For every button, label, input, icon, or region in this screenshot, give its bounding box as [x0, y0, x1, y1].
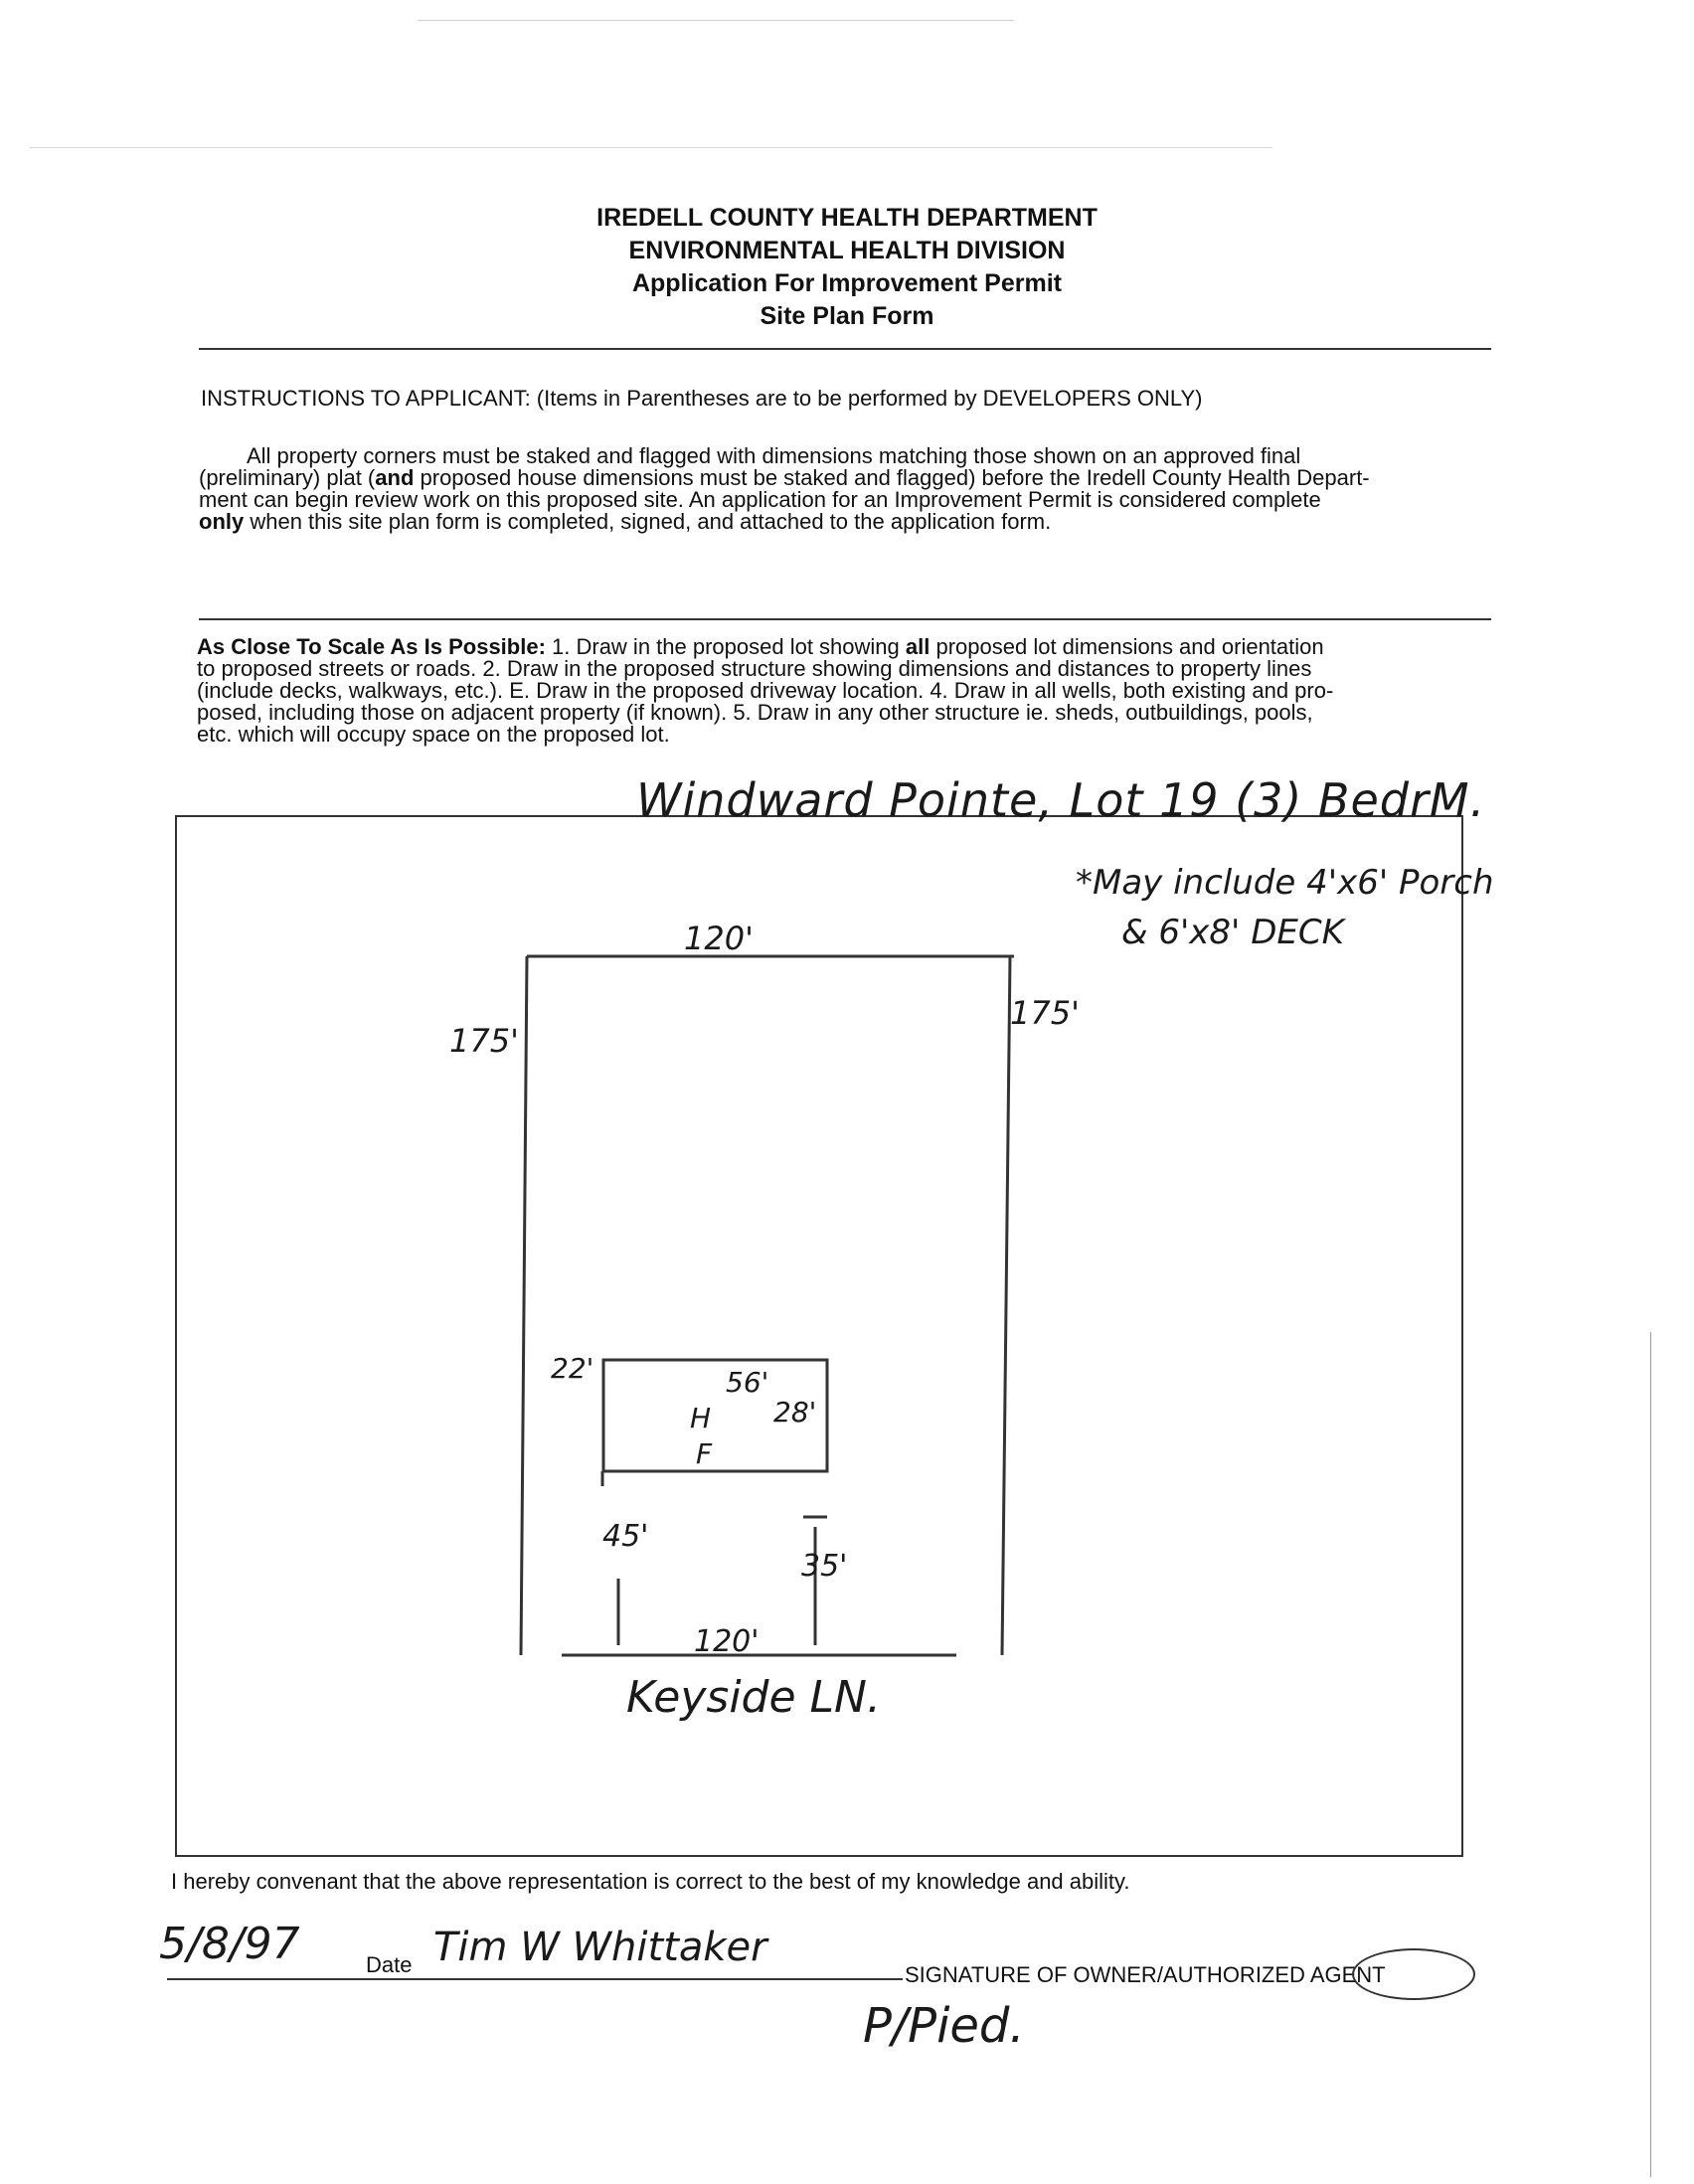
department-title: IREDELL COUNTY HEALTH DEPARTMENT — [596, 204, 1098, 232]
form-title: Application For Improvement Permit — [631, 269, 1062, 297]
lot-top-width: 120' — [684, 920, 754, 957]
handwritten-note: P/Pied. — [863, 1998, 1025, 2054]
instructions-line-2-post: proposed house dimensions must be staked and flagged) before the Iredell County Health Depart- — [414, 465, 1370, 490]
street-name: Keyside LN. — [626, 1672, 881, 1723]
scale-line-4: posed, including those on adjacent property (if known). 5. Draw in any other structure ie. sheds, outbuildings, pools, — [197, 700, 1313, 725]
lot-bottom-width: 120' — [694, 1624, 760, 1659]
signature-value: Tim W Whittaker — [433, 1925, 767, 1970]
site-plan-title: Windward Pointe, Lot 19 (3) BedrM. — [636, 773, 1486, 827]
instructions-line-1: All property corners must be staked and flagged with dimensions matching those shown on an approved final — [247, 443, 1301, 468]
lot-right-depth: 175' — [1010, 994, 1080, 1032]
lot-left-depth: 175' — [449, 1022, 519, 1060]
instructions-line-4-post: when this site plan form is completed, signed, and attached to the application form. — [244, 509, 1052, 534]
front-setback-left: 45' — [602, 1519, 649, 1554]
scale-line-1-end: proposed lot dimensions and orientation — [930, 634, 1324, 659]
lot-right-line — [1002, 956, 1010, 1655]
scale-line-1-post: 1. Draw in the proposed lot showing — [545, 634, 906, 659]
scale-line-5: etc. which will occupy space on the proposed lot. — [197, 722, 670, 747]
house-width: 56' — [726, 1366, 769, 1399]
house-label-f: F — [696, 1437, 713, 1470]
site-plan-note-line-1: *May include 4'x6' Porch — [1076, 863, 1494, 903]
front-setback-right: 35' — [801, 1549, 848, 1584]
scale-line-3: (include decks, walkways, etc.). E. Draw in the proposed driveway location. 4. Draw in all wells, both existing and pro- — [197, 678, 1334, 703]
house-side-setback: 22' — [551, 1352, 594, 1385]
scan-edge-mark — [1650, 1332, 1651, 2177]
certification-statement: I hereby convenant that the above representation is correct to the best of my knowledge and ability. — [171, 1869, 1130, 1894]
scale-line-1-bold: all — [905, 634, 931, 659]
instructions-line-2-bold: and — [375, 465, 415, 490]
house-depth: 28' — [773, 1396, 817, 1428]
scale-line-2: to proposed streets or roads. 2. Draw in the proposed structure showing dimensions and distances to property lines — [197, 656, 1312, 681]
site-plan-note-line-2: & 6'x8' DECK — [1121, 913, 1344, 952]
division-title: ENVIRONMENTAL HEALTH DIVISION — [628, 237, 1066, 264]
date-label: Date — [366, 1952, 413, 1977]
form-subtitle: Site Plan Form — [760, 302, 934, 330]
instructions-heading: INSTRUCTIONS TO APPLICANT: (Items in Parentheses are to be performed by DEVELOPERS ONLY) — [201, 386, 1203, 411]
lot-left-line — [521, 956, 527, 1655]
house-label-h: H — [690, 1402, 712, 1434]
instructions-line-3: ment can begin review work on this proposed site. An application for an Improvement Permit is considered complete — [199, 487, 1321, 512]
instructions-line-2-pre: (preliminary) plat ( — [199, 465, 376, 490]
signature-label: SIGNATURE OF OWNER/AUTHORIZED AGENT — [905, 1962, 1386, 1987]
instructions-line-4-bold: only — [199, 509, 245, 534]
agent-circle — [1352, 1948, 1475, 2000]
date-line — [167, 1978, 903, 1980]
scale-bold-label: As Close To Scale As Is Possible: — [197, 634, 546, 659]
date-value: 5/8/97 — [159, 1919, 300, 1969]
